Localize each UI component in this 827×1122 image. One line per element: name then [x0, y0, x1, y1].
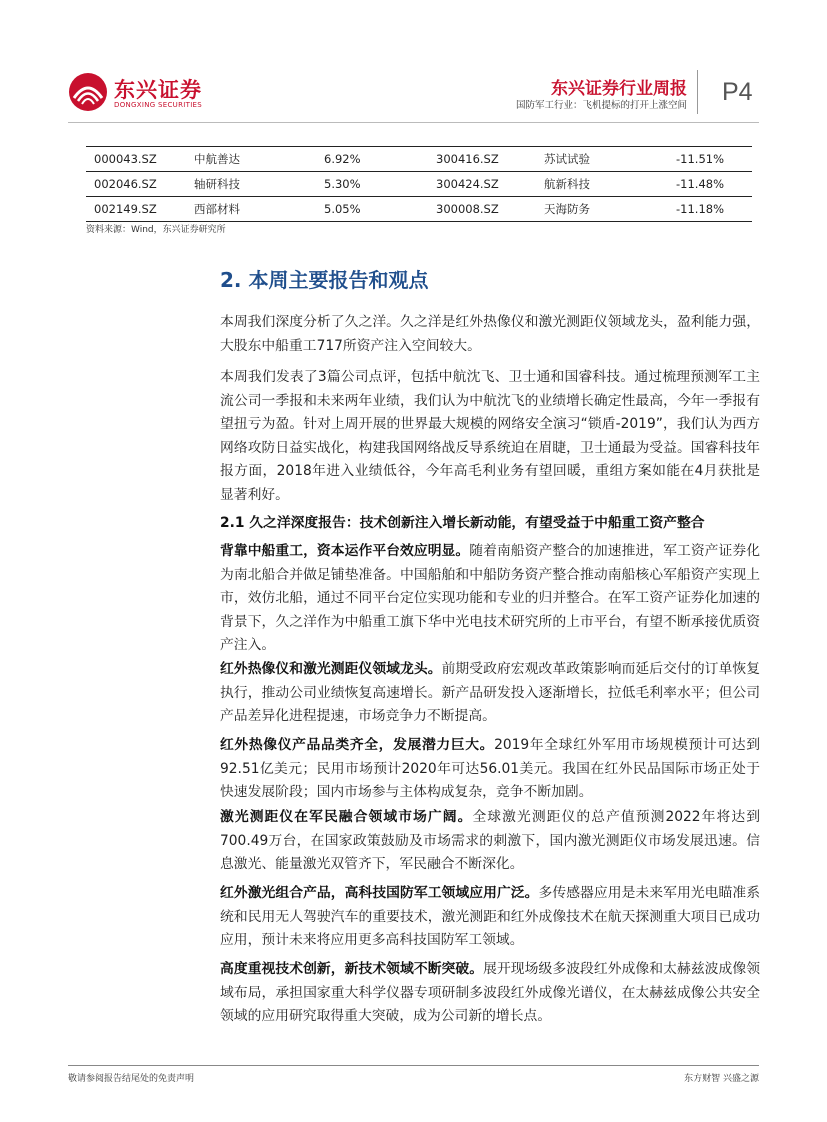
- logo-chinese-name: 东兴证券: [114, 78, 202, 102]
- table-source-note: 资料来源：Wind，东兴证券研究所: [86, 225, 226, 235]
- table-cell-gainer-code: 002149.SZ: [86, 197, 194, 222]
- point-6-text: 展开现场级多波段红外成像和太赫兹波成像领域布局，承担国家重大科学仪器专项研制多波段红外成像光谱仪，在太赫兹成像公共安全领域的应用研究取得重大突破，成为公司新的增长点。: [220, 961, 761, 1025]
- table-cell-loser-name: 航新科技: [544, 172, 674, 197]
- header-divider: [697, 70, 698, 114]
- section-title: 2. 本周主要报告和观点: [220, 268, 429, 292]
- table-cell-loser-code: 300416.SZ: [436, 147, 544, 172]
- logo-mark-icon: [68, 72, 108, 112]
- table-cell-gainer-change: 6.92%: [324, 147, 436, 172]
- table-cell-gainer-name: 中航善达: [194, 147, 324, 172]
- table-cell-gainer-code: 000043.SZ: [86, 147, 194, 172]
- point-5: [220, 882, 760, 953]
- table-cell-loser-name: 苏试试验: [544, 147, 674, 172]
- table-cell-loser-code: 300424.SZ: [436, 172, 544, 197]
- table-cell-gainer-change: 5.30%: [324, 172, 436, 197]
- table-row: [86, 172, 752, 197]
- report-subtitle: 国防军工行业：飞机提标的打开上涨空间: [515, 100, 687, 111]
- footer-rule: [68, 1065, 759, 1066]
- point-3: [220, 734, 760, 805]
- point-4-text: 全球激光测距仪的总产值预测2022年将达到700.49万台，在国家政策鼓励及市场需求的刺激下，国内激光测距仪市场发展迅速。信息激光、能量激光双管齐下，军民融合不断深化。: [220, 809, 760, 873]
- page-number: P4: [722, 78, 753, 106]
- stock-performance-table: [86, 146, 752, 222]
- point-1: [220, 540, 760, 658]
- subsection-title: 2.1 久之洋深度报告：技术创新注入增长新动能，有望受益于中船重工资产整合: [220, 515, 705, 531]
- table-cell-gainer-name: 西部材料: [194, 197, 324, 222]
- footer-slogan: 东方财智 兴盛之源: [684, 1074, 759, 1084]
- table-cell-loser-change: -11.48%: [674, 172, 752, 197]
- table-cell-loser-code: 300008.SZ: [436, 197, 544, 222]
- paragraph-2-text: 本周我们发表了3篇公司点评，包括中航沈飞、卫士通和国睿科技。通过梳理预测军工主流公司一季报和未来两年业绩，我们认为中航沈飞的业绩增长确定性最高，今年一季报有望扭亏为盈。针对上周开展的世界最大规模的网络安全演习“锁盾-2019”，我们认为西方网络攻防日益实战化，构建我国网络战反导系统迫在眉睫，卫士通最为受益。国睿科技年报方面，2018年进入业绩低谷，今年高毛利业务有望回暖，重组方案如能在4月获批是显著利好。: [220, 369, 760, 503]
- point-2-text: 前期受政府宏观改革政策影响而延后交付的订单恢复执行，推动公司业绩恢复高速增长。新产品研发投入逐渐增长，拉低毛利率水平；但公司产品差异化进程提速，市场竞争力不断提高。: [220, 661, 761, 725]
- point-4-lead: 激光测距仪在军民融合领域市场广阔。: [220, 809, 473, 825]
- company-logo: [68, 72, 208, 120]
- table-cell-loser-change: -11.51%: [674, 147, 752, 172]
- point-2: [220, 658, 760, 729]
- table-cell-loser-name: 天海防务: [544, 197, 674, 222]
- report-title: 东兴证券行业周报: [551, 79, 687, 99]
- table-cell-gainer-code: 002046.SZ: [86, 172, 194, 197]
- table-cell-gainer-change: 5.05%: [324, 197, 436, 222]
- table-cell-gainer-name: 轴研科技: [194, 172, 324, 197]
- point-1-lead: 背靠中船重工，资本运作平台效应明显。: [220, 543, 470, 559]
- disclaimer-note: 敬请参阅报告结尾处的免责声明: [68, 1074, 195, 1084]
- point-6: [220, 958, 760, 1029]
- point-5-text: 多传感器应用是未来军用光电瞄准系统和民用无人驾驶汽车的重要技术，激光测距和红外成像技术在航天探测重大项目已成功应用，预计未来将应用更多高科技国防军工领域。: [220, 885, 761, 949]
- logo-english-name: DONGXING SECURITIES: [114, 101, 203, 109]
- point-5-lead: 红外激光组合产品，高科技国防军工领域应用广泛。: [220, 885, 539, 901]
- paragraph-1-text: 本周我们深度分析了久之洋。久之洋是红外热像仪和激光测距仪领域龙头，盈利能力强，大股东中船重工717所资产注入空间较大。: [220, 314, 760, 354]
- table-cell-loser-change: -11.18%: [674, 197, 752, 222]
- point-1-text: 随着南船资产整合的加速推进，军工资产证券化为南北船合并做足铺垫准备。中国船舶和中船防务资产整合推动南船核心军船资产实现上市，效仿北船，通过不同平台定位实现功能和专业的归并整合。在军工资产证券化加速的背景下，久之洋作为中船重工旗下华中光电技术研究所的上市平台，有望不断承接优质资产注入。: [220, 543, 761, 654]
- table-row: [86, 147, 752, 172]
- point-6-lead: 高度重视技术创新，新技术领域不断突破。: [220, 961, 484, 977]
- paragraph-1: [220, 311, 760, 358]
- point-4: [220, 806, 760, 877]
- point-3-lead: 红外热像仪产品品类齐全，发展潜力巨大。: [220, 737, 495, 753]
- point-2-lead: 红外热像仪和激光测距仪领域龙头。: [220, 661, 442, 677]
- paragraph-2: [220, 366, 760, 508]
- point-3-text: 2019年全球红外军用市场规模预计可达到92.51亿美元；民用市场预计2020年可达56.01美元。我国在红外民品国际市场正处于快速发展阶段；国内市场参与主体构成复杂，竞争不断加剧。: [220, 737, 760, 801]
- table-row: [86, 197, 752, 222]
- header-rule: [68, 122, 759, 123]
